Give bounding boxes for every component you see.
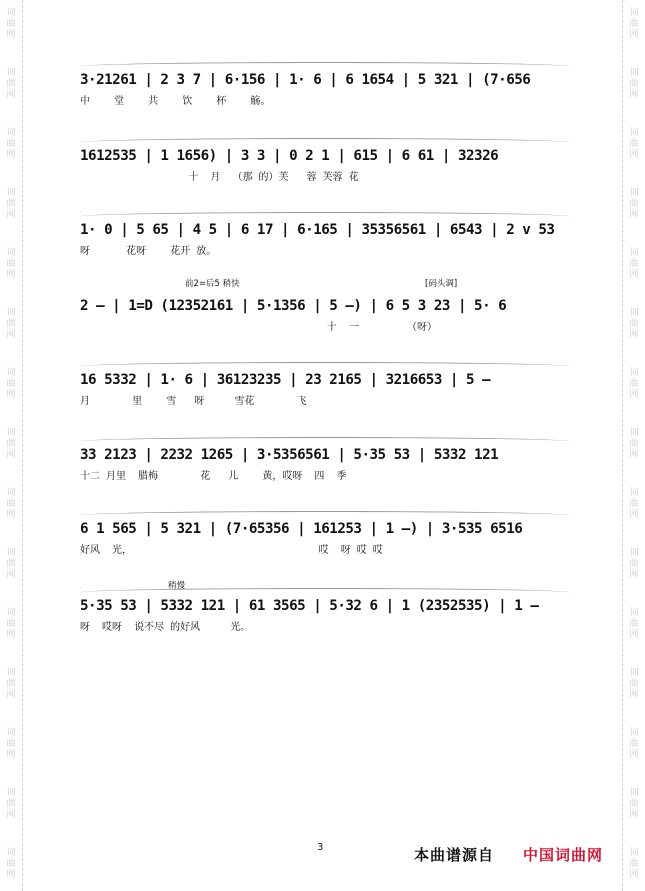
source-site-link[interactable]: 中国词曲网	[523, 846, 604, 864]
lyric-line: 月 里 雪 呀 雪花 飞	[80, 396, 307, 407]
notation-line: 16 5332 | 1· 6 | 36123235 | 23 2165 | 3216653 | 5 —	[80, 372, 491, 388]
watermark-text: 词 曲 网	[6, 848, 16, 880]
watermark-text: 词 曲 网	[629, 608, 639, 640]
watermark-text: 词 曲 网	[6, 488, 16, 520]
watermark-text: 词 曲 网	[6, 308, 16, 340]
watermark-text: 词 曲 网	[629, 668, 639, 700]
watermark-text: 词 曲 网	[629, 308, 639, 340]
watermark-text: 词 曲 网	[629, 368, 639, 400]
watermark-text: 词 曲 网	[6, 248, 16, 280]
notation-line: 3·21261 | 2 3 7 | 6·156 | 1· 6 | 6 1654 | 5 321 | (7·656	[80, 72, 531, 88]
watermark-text: 词 曲 网	[629, 728, 639, 760]
watermark-text: 词 曲 网	[629, 8, 639, 40]
watermark-text: 词 曲 网	[6, 728, 16, 760]
watermark-text: 词 曲 网	[629, 188, 639, 220]
watermark-text: 词 曲 网	[6, 8, 16, 40]
watermark-text: 词 曲 网	[6, 548, 16, 580]
watermark-text: 词 曲 网	[629, 68, 639, 100]
watermark-text: 词 曲 网	[6, 368, 16, 400]
watermark-text: 词 曲 网	[6, 788, 16, 820]
watermark-text: 词 曲 网	[629, 788, 639, 820]
lyric-line: 好风 光， 哎 呀 哎 哎	[80, 545, 383, 556]
notation-line: 33 2123 | 2232 1265 | 3·5356561 | 5·35 53 | 5332 121	[80, 447, 499, 463]
watermark-text: 词 曲 网	[629, 248, 639, 280]
tempo-annotation: 稍慢	[168, 581, 186, 591]
notation-line: 1612535 | 1 1656) | 3 3 | 0 2 1 | 615 | 6 61 | 32326	[80, 148, 499, 164]
watermark-text: 词 曲 网	[6, 68, 16, 100]
lyric-line: 呀 哎呀 说不尽 的好风 光。	[80, 622, 251, 633]
watermark-text: 词 曲 网	[629, 488, 639, 520]
lyric-line: 十 月 （那 的）芙 蓉 芙蓉 花	[80, 172, 359, 183]
watermark-text: 词 曲 网	[629, 548, 639, 580]
tune-annotation: [码头调]	[425, 279, 458, 289]
watermark-text: 词 曲 网	[629, 428, 639, 460]
watermark-text: 词 曲 网	[629, 128, 639, 160]
lyric-line: 十二 月里 腊梅 花 儿 黄，哎呀 四 季	[80, 471, 347, 482]
source-credit-label: 本曲谱源自	[414, 846, 495, 864]
watermark-text: 词 曲 网	[6, 188, 16, 220]
page-number: 3	[317, 842, 324, 853]
right-watermark-column	[622, 0, 645, 891]
watermark-text: 词 曲 网	[6, 608, 16, 640]
watermark-text: 词 曲 网	[6, 668, 16, 700]
notation-line: 6 1 565 | 5 321 | (7·65356 | 161253 | 1 —) | 3·535 6516	[80, 521, 523, 537]
watermark-text: 词 曲 网	[6, 428, 16, 460]
tempo-annotation: 前2=后5 稍快	[185, 279, 240, 289]
lyric-line: 呀 花呀 花开 放。	[80, 246, 217, 257]
notation-line: 1· 0 | 5 65 | 4 5 | 6 17 | 6·165 | 35356561 | 6543 | 2 v 53	[80, 222, 555, 238]
notation-line: 2 — | 1=D (12352161 | 5·1356 | 5 —) | 6 5 3 23 | 5· 6	[80, 298, 507, 314]
notation-line: 5·35 53 | 5332 121 | 61 3565 | 5·32 6 | 1 (2352535) | 1 —	[80, 598, 539, 614]
watermark-text: 词 曲 网	[629, 848, 639, 880]
left-watermark-column	[0, 0, 23, 891]
lyric-line: 中 堂 共 饮 杯 觞。	[80, 96, 271, 107]
lyric-line: 十 一 （呀）	[80, 322, 438, 333]
watermark-text: 词 曲 网	[6, 128, 16, 160]
